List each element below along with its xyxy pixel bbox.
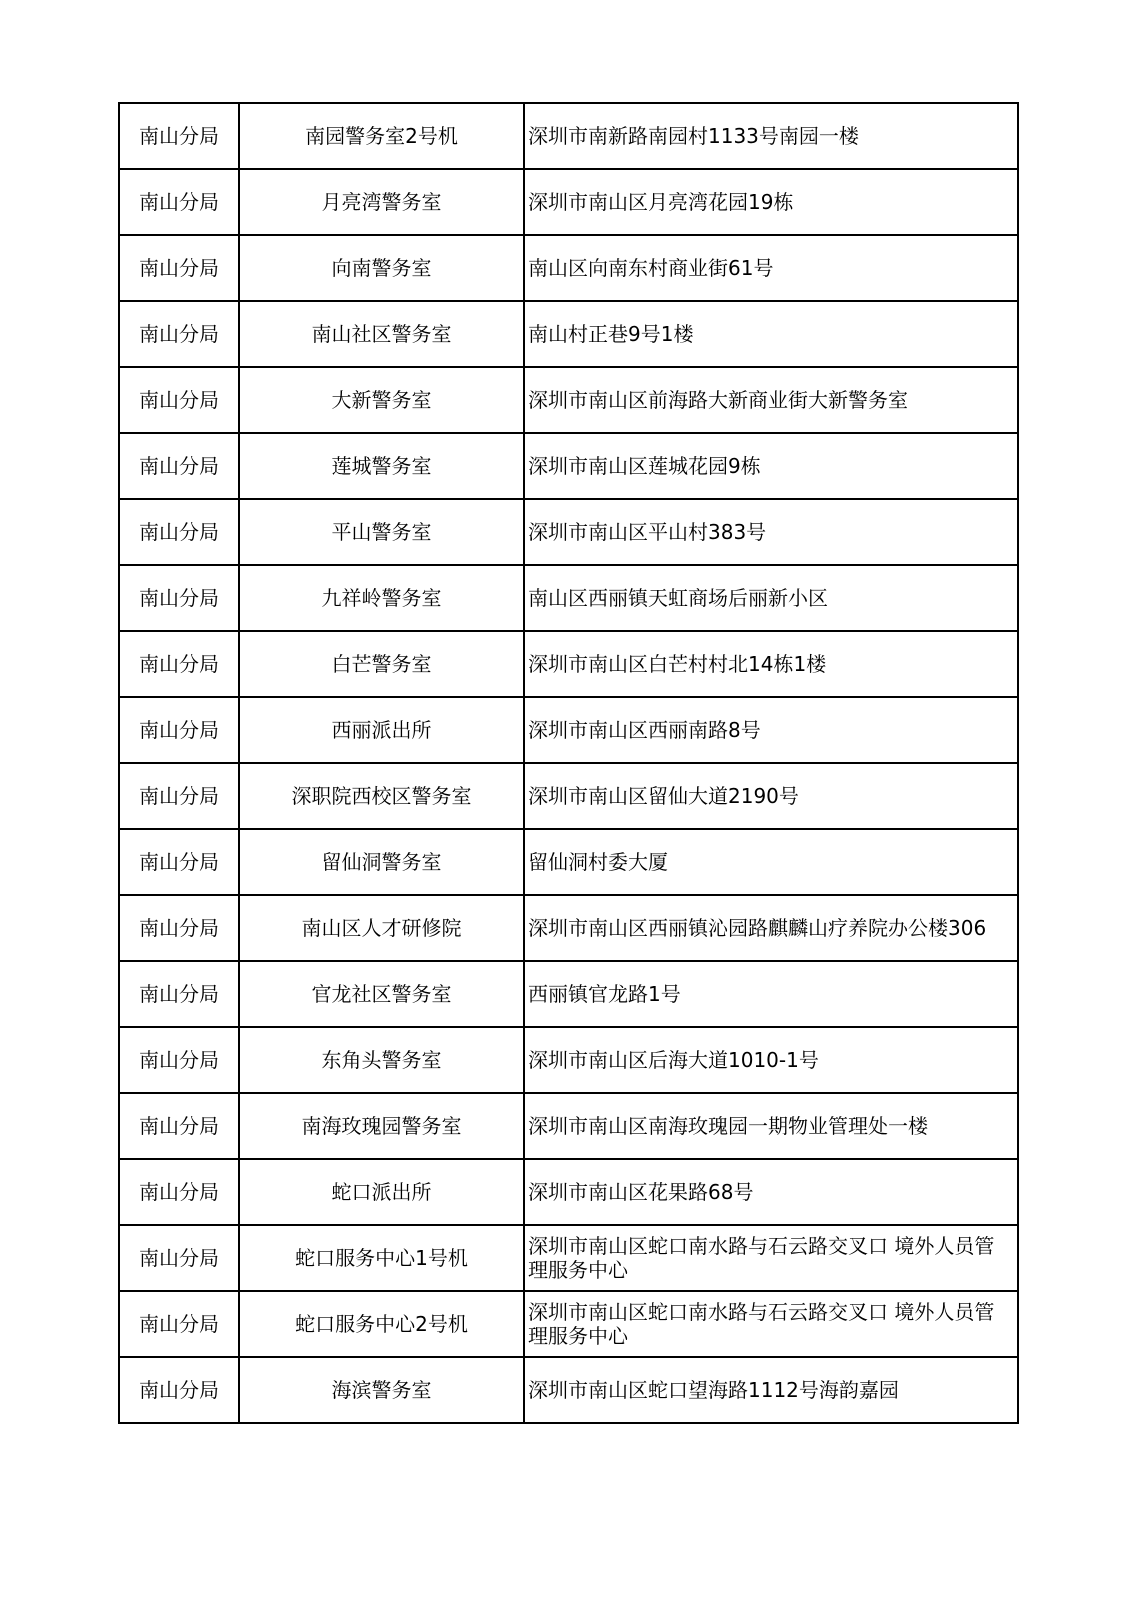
bureau-cell: 南山分局	[119, 1093, 239, 1159]
station-name-cell: 向南警务室	[239, 235, 524, 301]
address-cell: 深圳市南山区后海大道1010-1号	[524, 1027, 1018, 1093]
table-row	[119, 103, 1018, 169]
station-name-cell: 白芒警务室	[239, 631, 524, 697]
address-cell: 深圳市南山区西丽南路8号	[524, 697, 1018, 763]
bureau-cell: 南山分局	[119, 1225, 239, 1291]
table-row	[119, 565, 1018, 631]
table-row	[119, 169, 1018, 235]
bureau-cell: 南山分局	[119, 367, 239, 433]
bureau-cell: 南山分局	[119, 433, 239, 499]
station-name-cell: 蛇口服务中心2号机	[239, 1291, 524, 1357]
station-name-cell: 南园警务室2号机	[239, 103, 524, 169]
address-cell: 深圳市南山区西丽镇沁园路麒麟山疗养院办公楼306	[524, 895, 1018, 961]
address-cell: 深圳市南山区蛇口南水路与石云路交叉口 境外人员管理服务中心	[524, 1225, 1018, 1291]
station-name-cell: 月亮湾警务室	[239, 169, 524, 235]
table-row	[119, 631, 1018, 697]
table-row	[119, 1093, 1018, 1159]
station-name-cell: 莲城警务室	[239, 433, 524, 499]
address-cell: 深圳市南山区南海玫瑰园一期物业管理处一楼	[524, 1093, 1018, 1159]
bureau-cell: 南山分局	[119, 697, 239, 763]
station-name-cell: 东角头警务室	[239, 1027, 524, 1093]
bureau-cell: 南山分局	[119, 169, 239, 235]
bureau-cell: 南山分局	[119, 895, 239, 961]
station-name-cell: 平山警务室	[239, 499, 524, 565]
address-cell: 西丽镇官龙路1号	[524, 961, 1018, 1027]
table-row	[119, 961, 1018, 1027]
bureau-cell: 南山分局	[119, 631, 239, 697]
address-cell: 深圳市南山区平山村383号	[524, 499, 1018, 565]
table-row	[119, 1159, 1018, 1225]
address-cell: 深圳市南山区月亮湾花园19栋	[524, 169, 1018, 235]
station-name-cell: 留仙洞警务室	[239, 829, 524, 895]
station-name-cell: 海滨警务室	[239, 1357, 524, 1423]
table-row	[119, 829, 1018, 895]
address-cell: 南山区向南东村商业街61号	[524, 235, 1018, 301]
station-name-cell: 蛇口派出所	[239, 1159, 524, 1225]
address-cell: 深圳市南山区蛇口南水路与石云路交叉口 境外人员管理服务中心	[524, 1291, 1018, 1357]
table-row	[119, 1291, 1018, 1357]
station-name-cell: 西丽派出所	[239, 697, 524, 763]
address-cell: 深圳市南山区前海路大新商业街大新警务室	[524, 367, 1018, 433]
address-cell: 南山区西丽镇天虹商场后丽新小区	[524, 565, 1018, 631]
station-name-cell: 深职院西校区警务室	[239, 763, 524, 829]
address-cell: 南山村正巷9号1楼	[524, 301, 1018, 367]
bureau-cell: 南山分局	[119, 301, 239, 367]
station-name-cell: 大新警务室	[239, 367, 524, 433]
station-name-cell: 南山社区警务室	[239, 301, 524, 367]
station-name-cell: 南海玫瑰园警务室	[239, 1093, 524, 1159]
table-row	[119, 763, 1018, 829]
table-row	[119, 235, 1018, 301]
bureau-cell: 南山分局	[119, 829, 239, 895]
table-row	[119, 1357, 1018, 1423]
station-name-cell: 官龙社区警务室	[239, 961, 524, 1027]
station-name-cell: 九祥岭警务室	[239, 565, 524, 631]
table-row	[119, 895, 1018, 961]
table-body	[119, 103, 1018, 1423]
address-cell: 深圳市南山区白芒村村北14栋1楼	[524, 631, 1018, 697]
bureau-cell: 南山分局	[119, 499, 239, 565]
table-row	[119, 433, 1018, 499]
address-cell: 深圳市南新路南园村1133号南园一楼	[524, 103, 1018, 169]
station-name-cell: 蛇口服务中心1号机	[239, 1225, 524, 1291]
table-row	[119, 301, 1018, 367]
address-cell: 深圳市南山区留仙大道2190号	[524, 763, 1018, 829]
bureau-cell: 南山分局	[119, 1027, 239, 1093]
station-name-cell: 南山区人才研修院	[239, 895, 524, 961]
table-row	[119, 1225, 1018, 1291]
bureau-cell: 南山分局	[119, 1291, 239, 1357]
bureau-cell: 南山分局	[119, 961, 239, 1027]
table-row	[119, 1027, 1018, 1093]
address-cell: 深圳市南山区花果路68号	[524, 1159, 1018, 1225]
bureau-cell: 南山分局	[119, 103, 239, 169]
bureau-cell: 南山分局	[119, 1357, 239, 1423]
address-cell: 留仙洞村委大厦	[524, 829, 1018, 895]
bureau-cell: 南山分局	[119, 1159, 239, 1225]
table-row	[119, 367, 1018, 433]
bureau-cell: 南山分局	[119, 565, 239, 631]
table-row	[119, 697, 1018, 763]
bureau-cell: 南山分局	[119, 763, 239, 829]
address-cell: 深圳市南山区莲城花园9栋	[524, 433, 1018, 499]
police-station-table	[118, 102, 1019, 1424]
address-cell: 深圳市南山区蛇口望海路1112号海韵嘉园	[524, 1357, 1018, 1423]
bureau-cell: 南山分局	[119, 235, 239, 301]
table-row	[119, 499, 1018, 565]
